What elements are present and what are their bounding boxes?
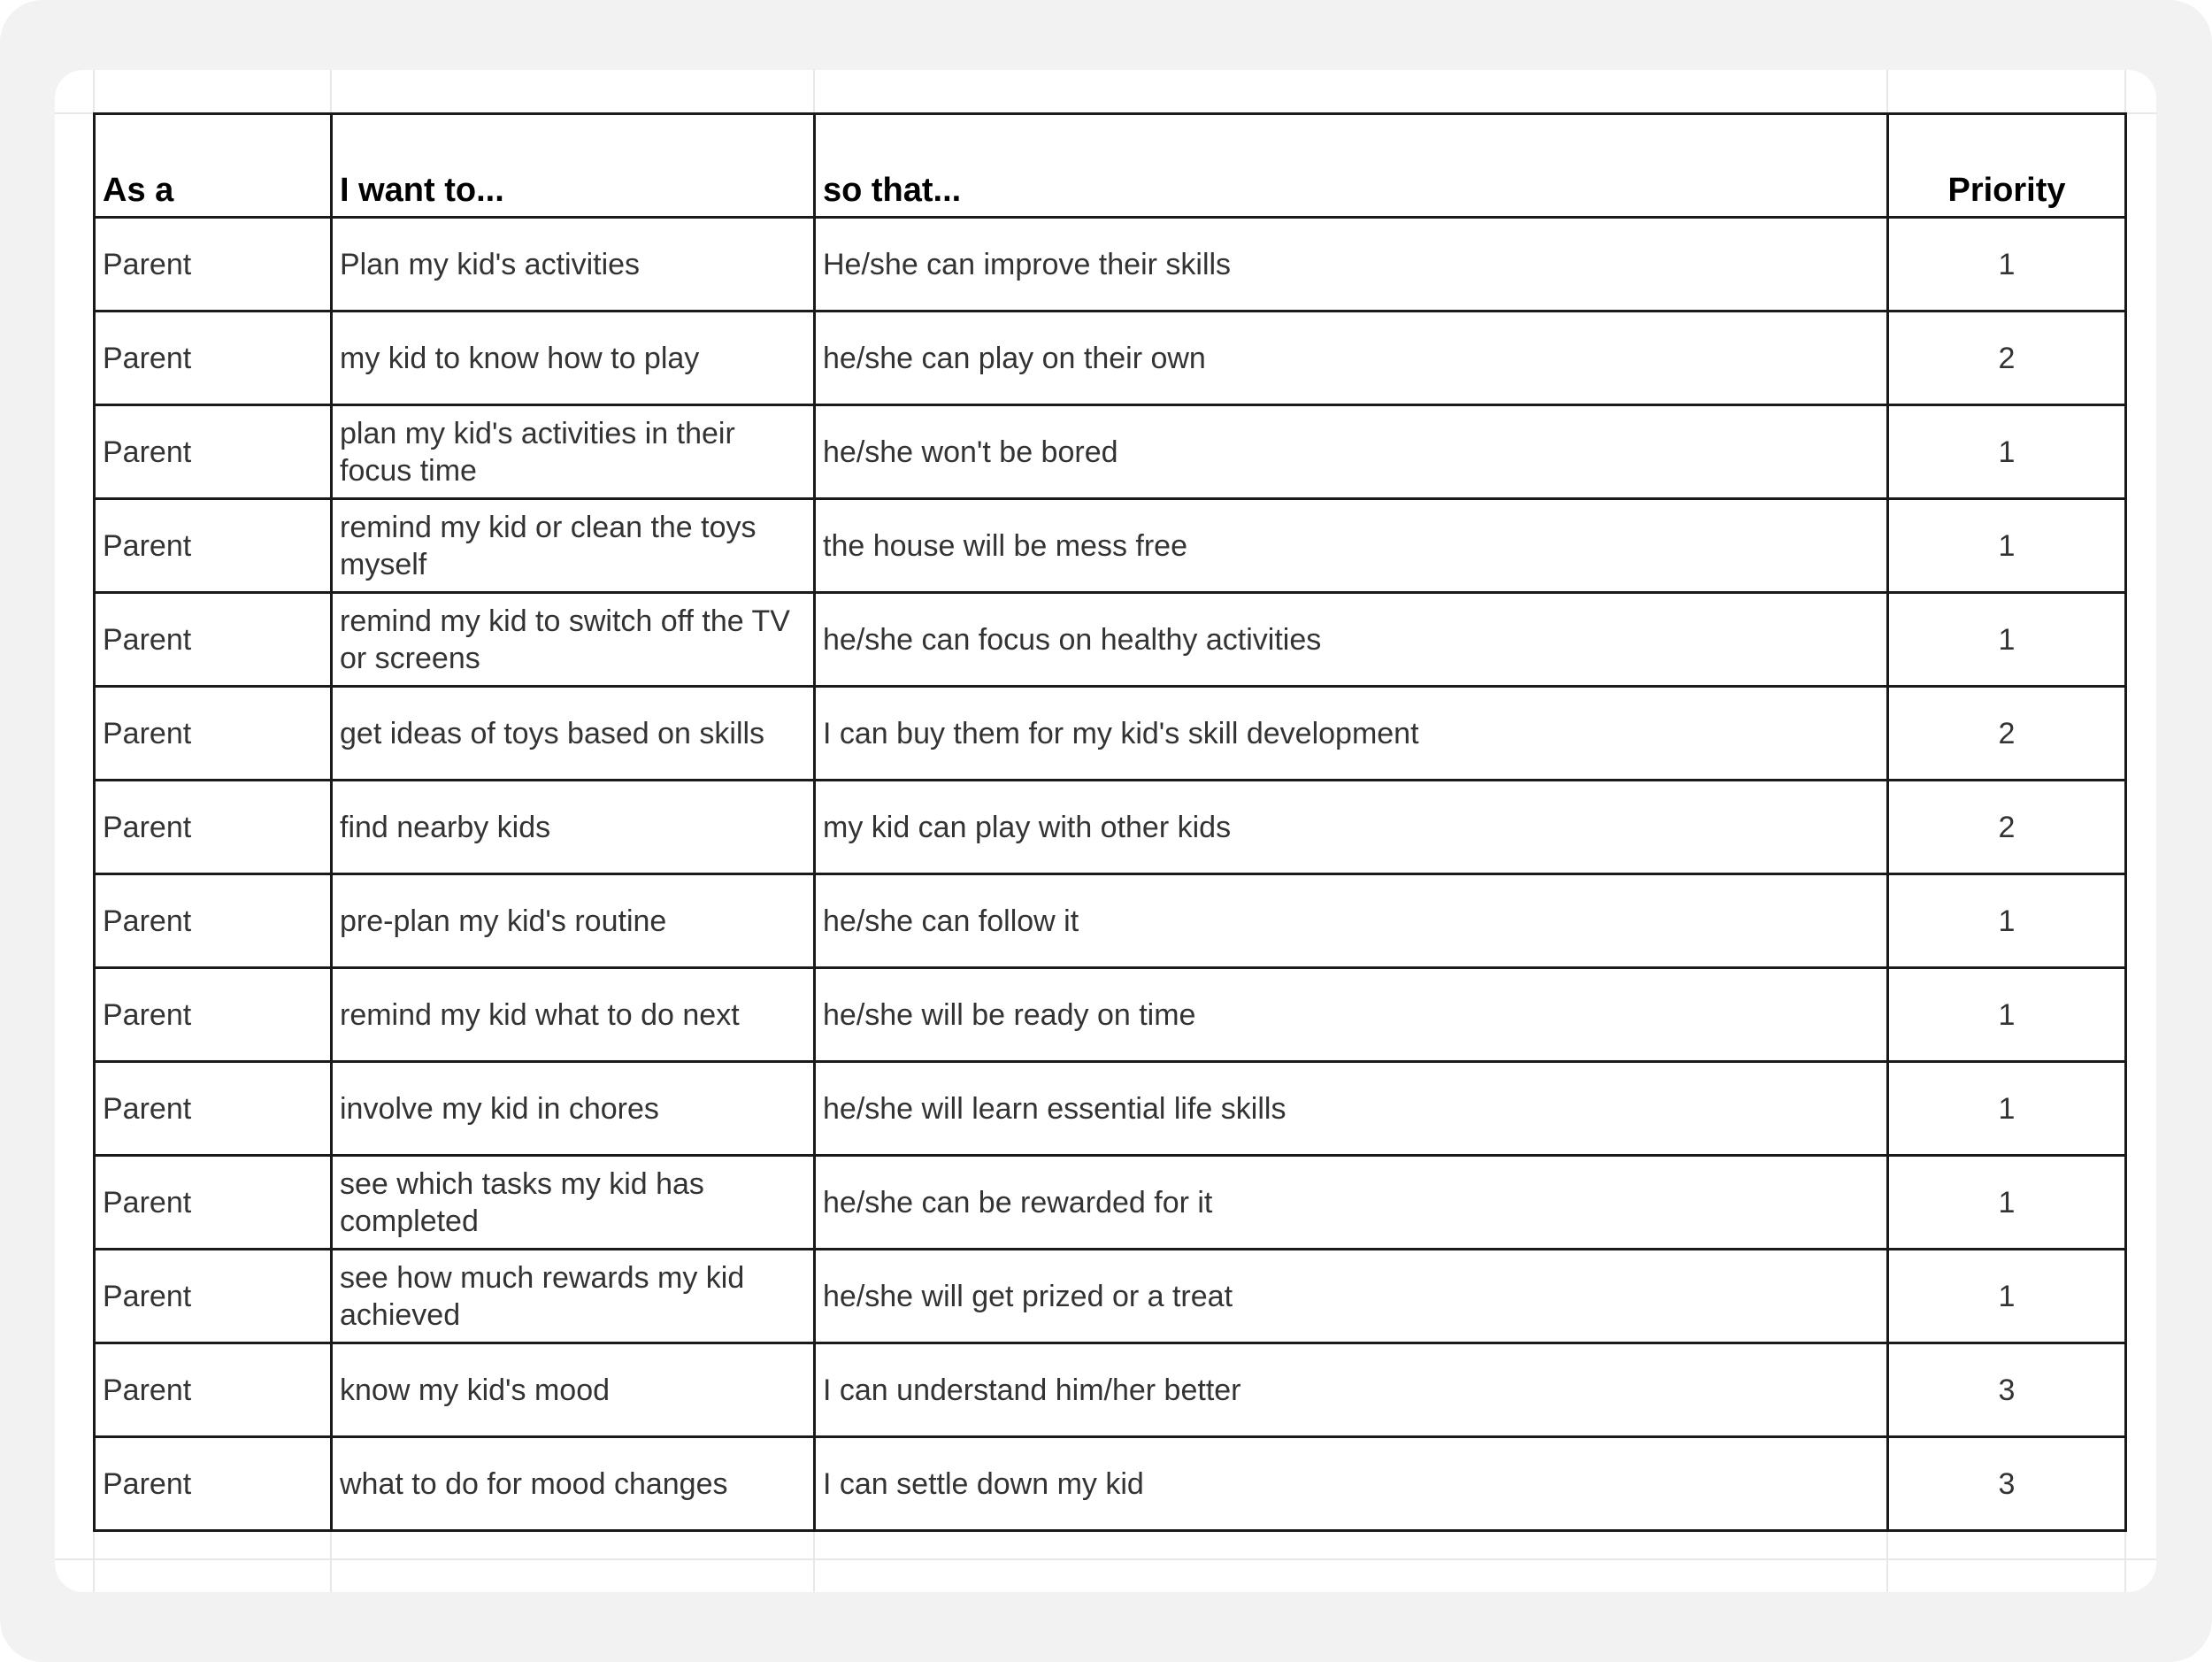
cell-so-that[interactable]: I can settle down my kid bbox=[815, 1437, 1888, 1531]
cell-want[interactable]: see how much rewards my kid achieved bbox=[332, 1250, 815, 1343]
table-row bbox=[95, 781, 2126, 874]
cell-so-that[interactable]: the house will be mess free bbox=[815, 499, 1888, 593]
cell-so-that[interactable]: He/she can improve their skills bbox=[815, 218, 1888, 312]
cell-role[interactable]: Parent bbox=[95, 218, 332, 312]
cell-role[interactable]: Parent bbox=[95, 968, 332, 1062]
cell-priority[interactable]: 1 bbox=[1888, 1062, 2126, 1156]
table-row bbox=[95, 593, 2126, 687]
cell-role[interactable]: Parent bbox=[95, 312, 332, 405]
header-i-want-to[interactable]: I want to... bbox=[332, 114, 815, 218]
cell-priority[interactable]: 2 bbox=[1888, 781, 2126, 874]
cell-role[interactable]: Parent bbox=[95, 1062, 332, 1156]
table-row bbox=[95, 1062, 2126, 1156]
cell-so-that[interactable]: he/she will learn essential life skills bbox=[815, 1062, 1888, 1156]
table-row bbox=[95, 499, 2126, 593]
table-row bbox=[95, 1250, 2126, 1343]
cell-priority[interactable]: 1 bbox=[1888, 218, 2126, 312]
cell-so-that[interactable]: I can buy them for my kid's skill development bbox=[815, 687, 1888, 781]
table-row bbox=[95, 968, 2126, 1062]
header-row bbox=[95, 114, 2126, 218]
cell-role[interactable]: Parent bbox=[95, 781, 332, 874]
cell-so-that[interactable]: my kid can play with other kids bbox=[815, 781, 1888, 874]
cell-priority[interactable]: 3 bbox=[1888, 1437, 2126, 1531]
cell-role[interactable]: Parent bbox=[95, 1343, 332, 1437]
cell-role[interactable]: Parent bbox=[95, 874, 332, 968]
cell-want[interactable]: know my kid's mood bbox=[332, 1343, 815, 1437]
cell-so-that[interactable]: he/she can focus on healthy activities bbox=[815, 593, 1888, 687]
cell-priority[interactable]: 1 bbox=[1888, 499, 2126, 593]
cell-priority[interactable]: 2 bbox=[1888, 312, 2126, 405]
cell-so-that[interactable]: he/she will get prized or a treat bbox=[815, 1250, 1888, 1343]
cell-want[interactable]: remind my kid what to do next bbox=[332, 968, 815, 1062]
cell-so-that[interactable]: he/she can follow it bbox=[815, 874, 1888, 968]
cell-priority[interactable]: 1 bbox=[1888, 874, 2126, 968]
table-row bbox=[95, 1156, 2126, 1250]
cell-priority[interactable]: 2 bbox=[1888, 687, 2126, 781]
cell-priority[interactable]: 1 bbox=[1888, 405, 2126, 499]
header-priority[interactable]: Priority bbox=[1888, 114, 2126, 218]
cell-want[interactable]: involve my kid in chores bbox=[332, 1062, 815, 1156]
user-stories-table bbox=[93, 112, 2127, 1532]
cell-role[interactable]: Parent bbox=[95, 1250, 332, 1343]
table-row bbox=[95, 312, 2126, 405]
cell-so-that[interactable]: he/she can be rewarded for it bbox=[815, 1156, 1888, 1250]
header-as-a[interactable]: As a bbox=[95, 114, 332, 218]
cell-role[interactable]: Parent bbox=[95, 1437, 332, 1531]
cell-want[interactable]: my kid to know how to play bbox=[332, 312, 815, 405]
table-row bbox=[95, 687, 2126, 781]
cell-role[interactable]: Parent bbox=[95, 1156, 332, 1250]
table-row bbox=[95, 405, 2126, 499]
cell-role[interactable]: Parent bbox=[95, 687, 332, 781]
cell-want[interactable]: remind my kid or clean the toys myself bbox=[332, 499, 815, 593]
cell-priority[interactable]: 1 bbox=[1888, 593, 2126, 687]
header-so-that[interactable]: so that... bbox=[815, 114, 1888, 218]
cell-want[interactable]: pre-plan my kid's routine bbox=[332, 874, 815, 968]
table-row bbox=[95, 1437, 2126, 1531]
table-row bbox=[95, 1343, 2126, 1437]
cell-role[interactable]: Parent bbox=[95, 405, 332, 499]
cell-priority[interactable]: 3 bbox=[1888, 1343, 2126, 1437]
cell-so-that[interactable]: he/she won't be bored bbox=[815, 405, 1888, 499]
table-row bbox=[95, 874, 2126, 968]
cell-role[interactable]: Parent bbox=[95, 499, 332, 593]
cell-want[interactable]: find nearby kids bbox=[332, 781, 815, 874]
cell-want[interactable]: what to do for mood changes bbox=[332, 1437, 815, 1531]
cell-priority[interactable]: 1 bbox=[1888, 1156, 2126, 1250]
cell-so-that[interactable]: I can understand him/her better bbox=[815, 1343, 1888, 1437]
cell-role[interactable]: Parent bbox=[95, 593, 332, 687]
cell-so-that[interactable]: he/she will be ready on time bbox=[815, 968, 1888, 1062]
cell-want[interactable]: remind my kid to switch off the TV or screens bbox=[332, 593, 815, 687]
table-row bbox=[95, 218, 2126, 312]
cell-priority[interactable]: 1 bbox=[1888, 1250, 2126, 1343]
cell-want[interactable]: get ideas of toys based on skills bbox=[332, 687, 815, 781]
cell-so-that[interactable]: he/she can play on their own bbox=[815, 312, 1888, 405]
cell-priority[interactable]: 1 bbox=[1888, 968, 2126, 1062]
gridline bbox=[55, 1558, 2156, 1560]
cell-want[interactable]: Plan my kid's activities bbox=[332, 218, 815, 312]
cell-want[interactable]: plan my kid's activities in their focus time bbox=[332, 405, 815, 499]
spreadsheet-canvas bbox=[55, 70, 2156, 1592]
cell-want[interactable]: see which tasks my kid has completed bbox=[332, 1156, 815, 1250]
